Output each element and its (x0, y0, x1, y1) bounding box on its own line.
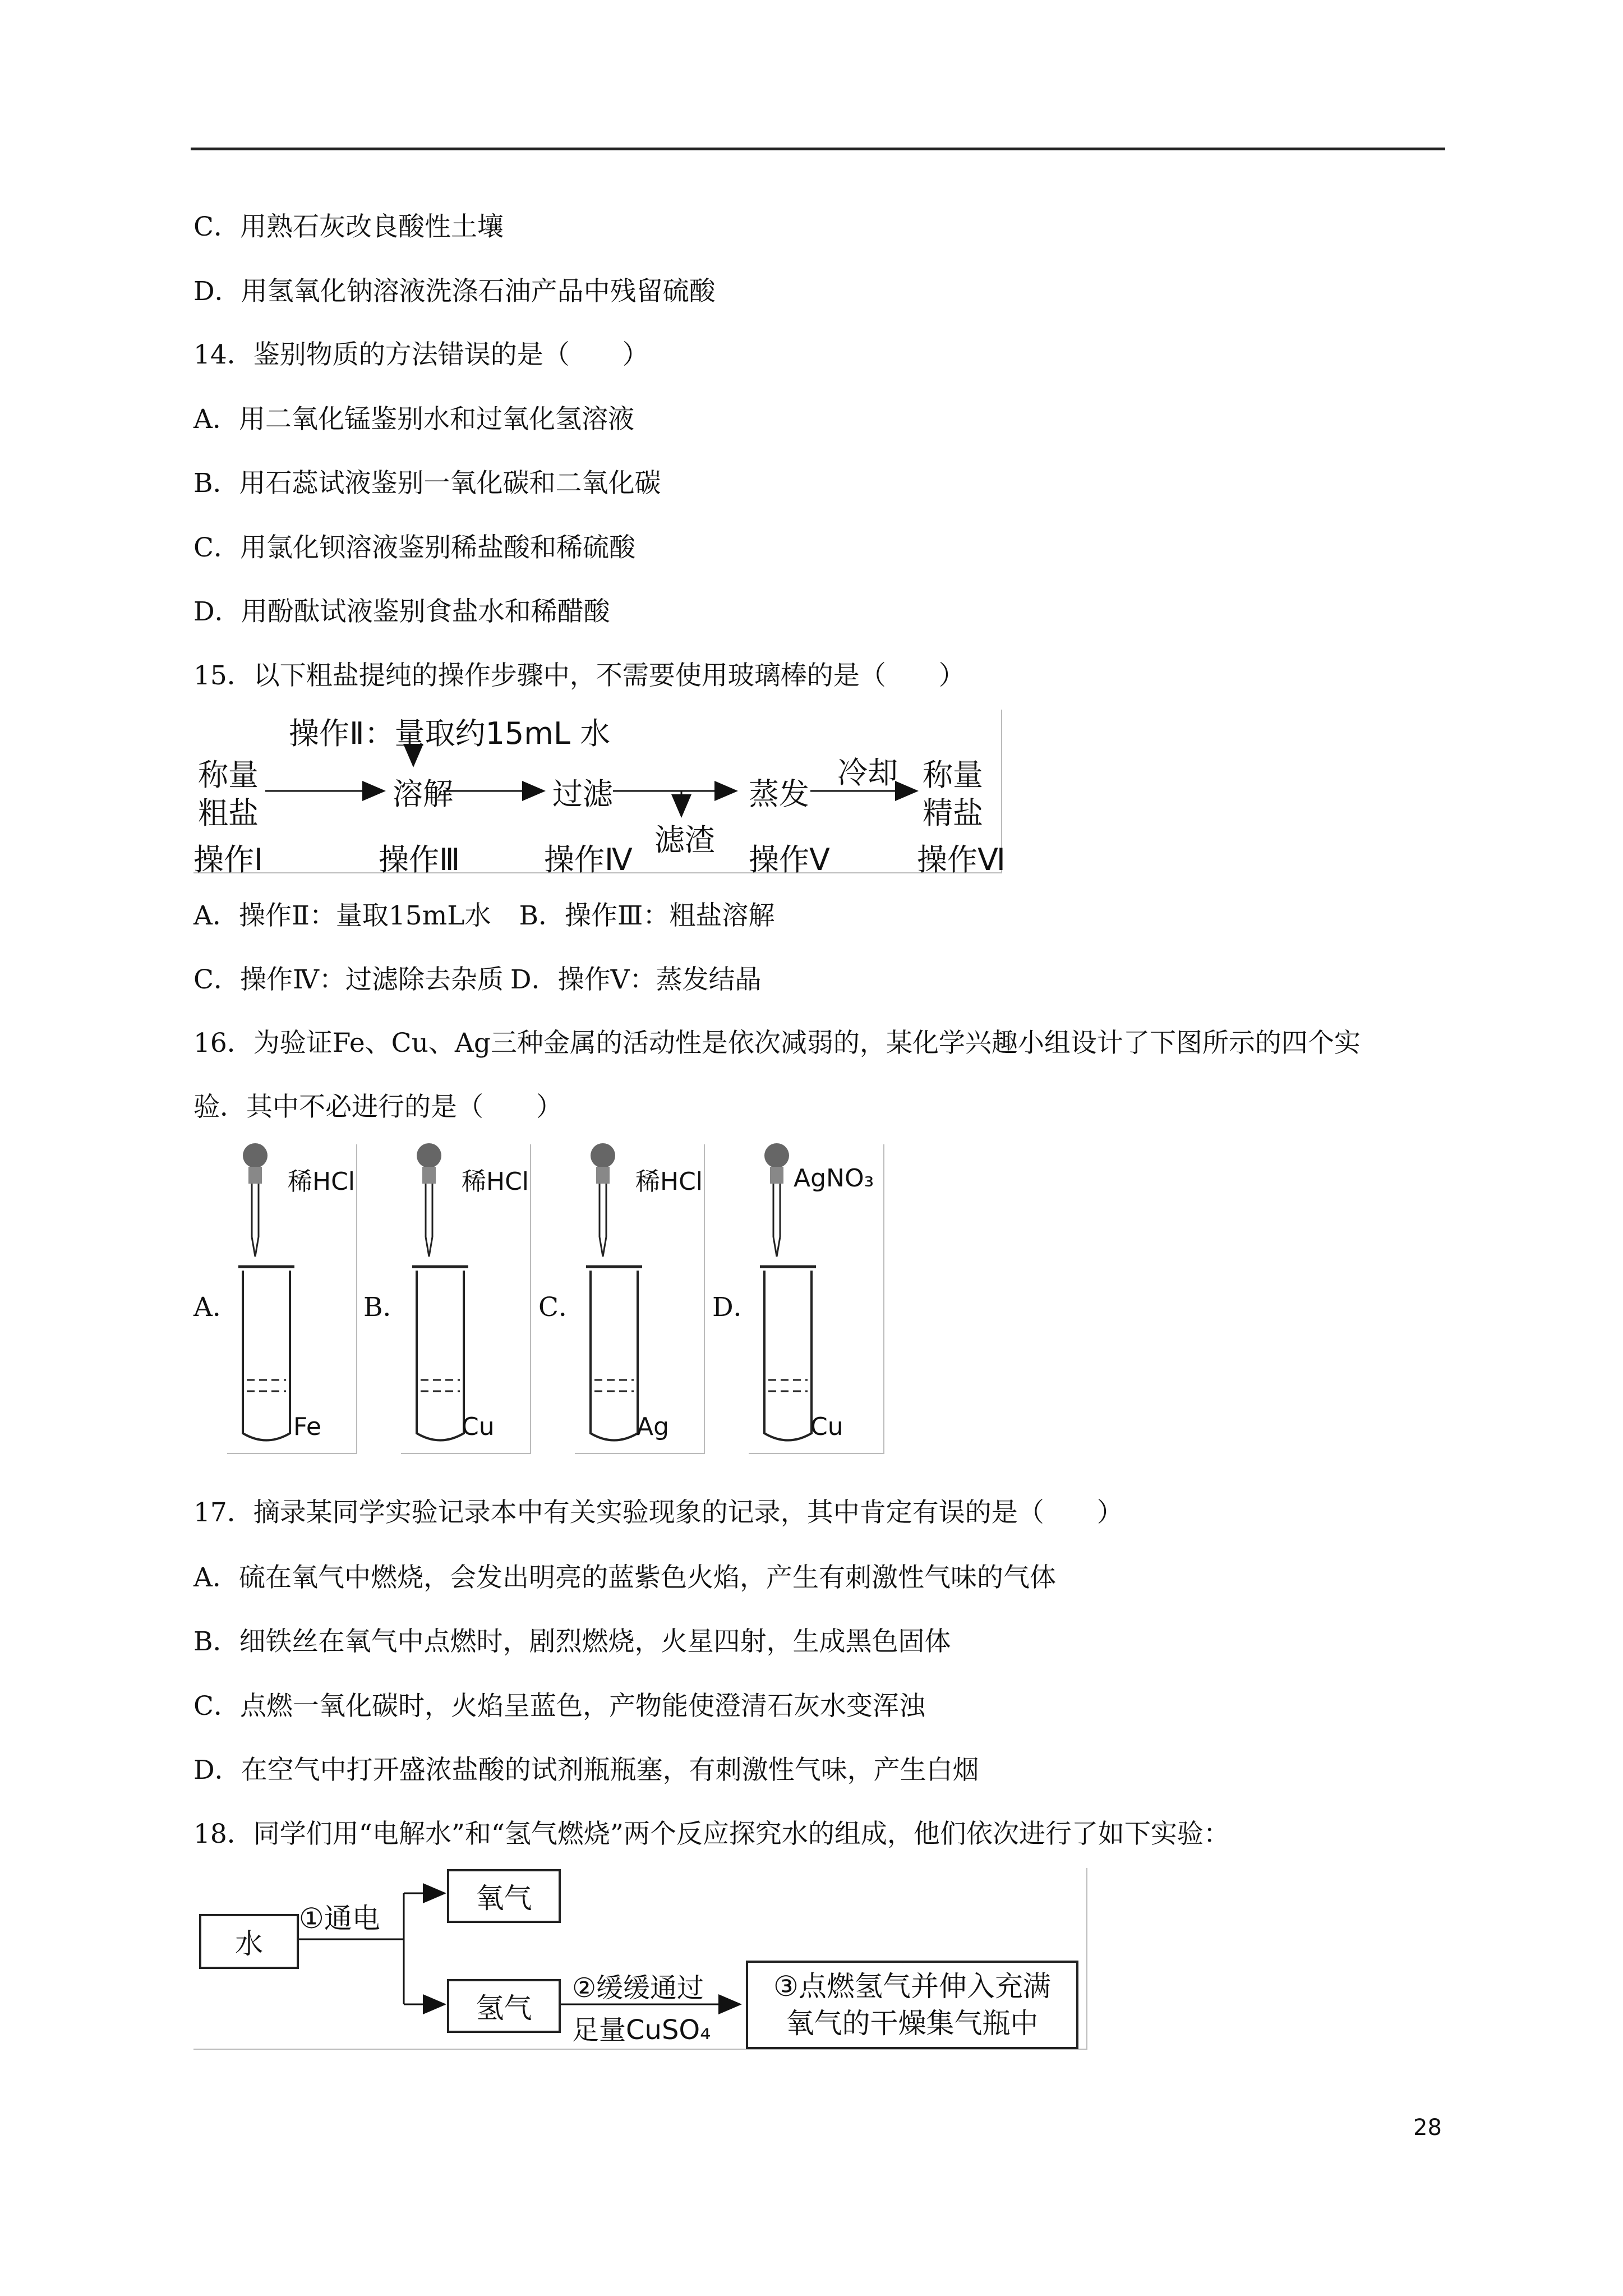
header-rule (191, 148, 1445, 150)
cool-label: 冷却 (837, 755, 898, 790)
op2-label: 操作Ⅱ：量取约15mL 水 (289, 716, 611, 751)
question-16-line2: 验．其中不必进行的是（ ） (193, 1092, 562, 1122)
q14-option-b: B．用石蕊试液鉴别一氧化碳和二氧化碳 (193, 468, 661, 499)
water-composition-diagram (193, 1868, 1091, 2053)
q15-options-row2 (193, 963, 762, 997)
cuso4-step-top: ②缓缓通过 (572, 1972, 704, 2004)
q17-option-a: A．硫在氧气中燃烧，会发出明亮的蓝紫色火焰，产生有刺激性气味的气体 (193, 1562, 1056, 1593)
step-evaporate: 蒸发 (749, 776, 809, 812)
q15-option-a: A．操作Ⅱ：量取15mL水 (193, 900, 491, 931)
combustion-bottom: 氧气的干燥集气瓶中 (786, 2007, 1039, 2040)
step1-bottom: 粗盐 (198, 795, 259, 831)
op1-label: 操作Ⅰ (193, 842, 263, 877)
tube-c-letter: C． (538, 1292, 585, 1323)
question-17: 17．摘录某同学实验记录本中有关实验现象的记录，其中肯定有误的是（ ） (193, 1497, 1123, 1528)
q15-option-c: C．操作Ⅳ：过滤除去杂质 (193, 964, 504, 995)
tube-b-reagent: 稀HCl (462, 1167, 529, 1196)
page-number: 28 (1413, 2115, 1442, 2141)
tube-a-letter: A． (193, 1292, 239, 1323)
op4-label: 操作Ⅳ (544, 842, 633, 877)
tube-c-metal: Ag (637, 1412, 670, 1441)
q14-option-d: D．用酚酞试液鉴别食盐水和稀醋酸 (193, 596, 610, 627)
combustion-box (746, 1961, 1078, 2049)
salt-purification-diagram (193, 710, 1004, 875)
question-15: 15．以下粗盐提纯的操作步骤中，不需要使用玻璃棒的是（ ） (193, 660, 965, 691)
q15-option-d: D．操作Ⅴ：蒸发结晶 (510, 964, 762, 995)
q14-option-c: C．用氯化钡溶液鉴别稀盐酸和稀硫酸 (193, 532, 635, 563)
option-d-prev: D．用氢氧化钠溶液洗涤石油产品中残留硫酸 (193, 276, 716, 307)
tube-d-reagent: AgNO₃ (794, 1164, 874, 1193)
q15-options-row1 (193, 899, 774, 933)
step-filter: 过滤 (552, 776, 613, 812)
step-dissolve: 溶解 (393, 776, 453, 812)
op5-label: 操作Ⅴ (749, 842, 830, 877)
q17-option-c: C．点燃一氧化碳时，火焰呈蓝色，产物能使澄清石灰水变浑浊 (193, 1691, 925, 1722)
water-box: 水 (199, 1914, 299, 1969)
tube-a-reagent: 稀HCl (288, 1167, 356, 1196)
tube-b-letter: B． (363, 1292, 409, 1323)
tube-a-metal: Fe (293, 1412, 321, 1441)
tube-d-metal: Cu (810, 1412, 843, 1441)
tube-d-letter: D． (712, 1292, 760, 1323)
residue: 滤渣 (654, 822, 715, 858)
option-c-prev: C．用熟石灰改良酸性土壤 (193, 211, 504, 242)
question-16-line1: 16．为验证Fe、Cu、Ag三种金属的活动性是依次减弱的，某化学兴趣小组设计了下图所示的四个实 (193, 1028, 1361, 1059)
step5-bottom: 精盐 (923, 795, 983, 831)
op6-label: 操作Ⅵ (917, 842, 1006, 877)
step5-top: 称量 (923, 757, 983, 793)
q17-option-d: D．在空气中打开盛浓盐酸的试剂瓶瓶塞，有刺激性气味，产生白烟 (193, 1755, 979, 1786)
oxygen-box: 氧气 (447, 1869, 561, 1923)
tube-c-reagent: 稀HCl (635, 1167, 703, 1196)
question-18: 18．同学们用“电解水”和“氢气燃烧”两个反应探究水的组成，他们依次进行了如下实验： (193, 1819, 1230, 1849)
question-14: 14．鉴别物质的方法错误的是（ ） (193, 339, 649, 370)
tube-b-metal: Cu (462, 1412, 495, 1441)
combustion-top: ③点燃氢气并伸入充满 (773, 1970, 1051, 2003)
hydrogen-box: 氢气 (447, 1979, 561, 2033)
electrolysis-label: ①通电 (299, 1902, 380, 1935)
q17-option-b: B．细铁丝在氧气中点燃时，剧烈燃烧，火星四射，生成黑色固体 (193, 1626, 951, 1657)
op3-label: 操作Ⅲ (379, 842, 460, 877)
cuso4-step-bottom: 足量CuSO₄ (572, 2014, 711, 2046)
q14-option-a: A．用二氧化锰鉴别水和过氧化氢溶液 (193, 404, 634, 435)
step1-top: 称量 (198, 757, 259, 793)
q15-option-b: B．操作Ⅲ：粗盐溶解 (519, 900, 775, 931)
test-tube-experiments (193, 1136, 895, 1456)
